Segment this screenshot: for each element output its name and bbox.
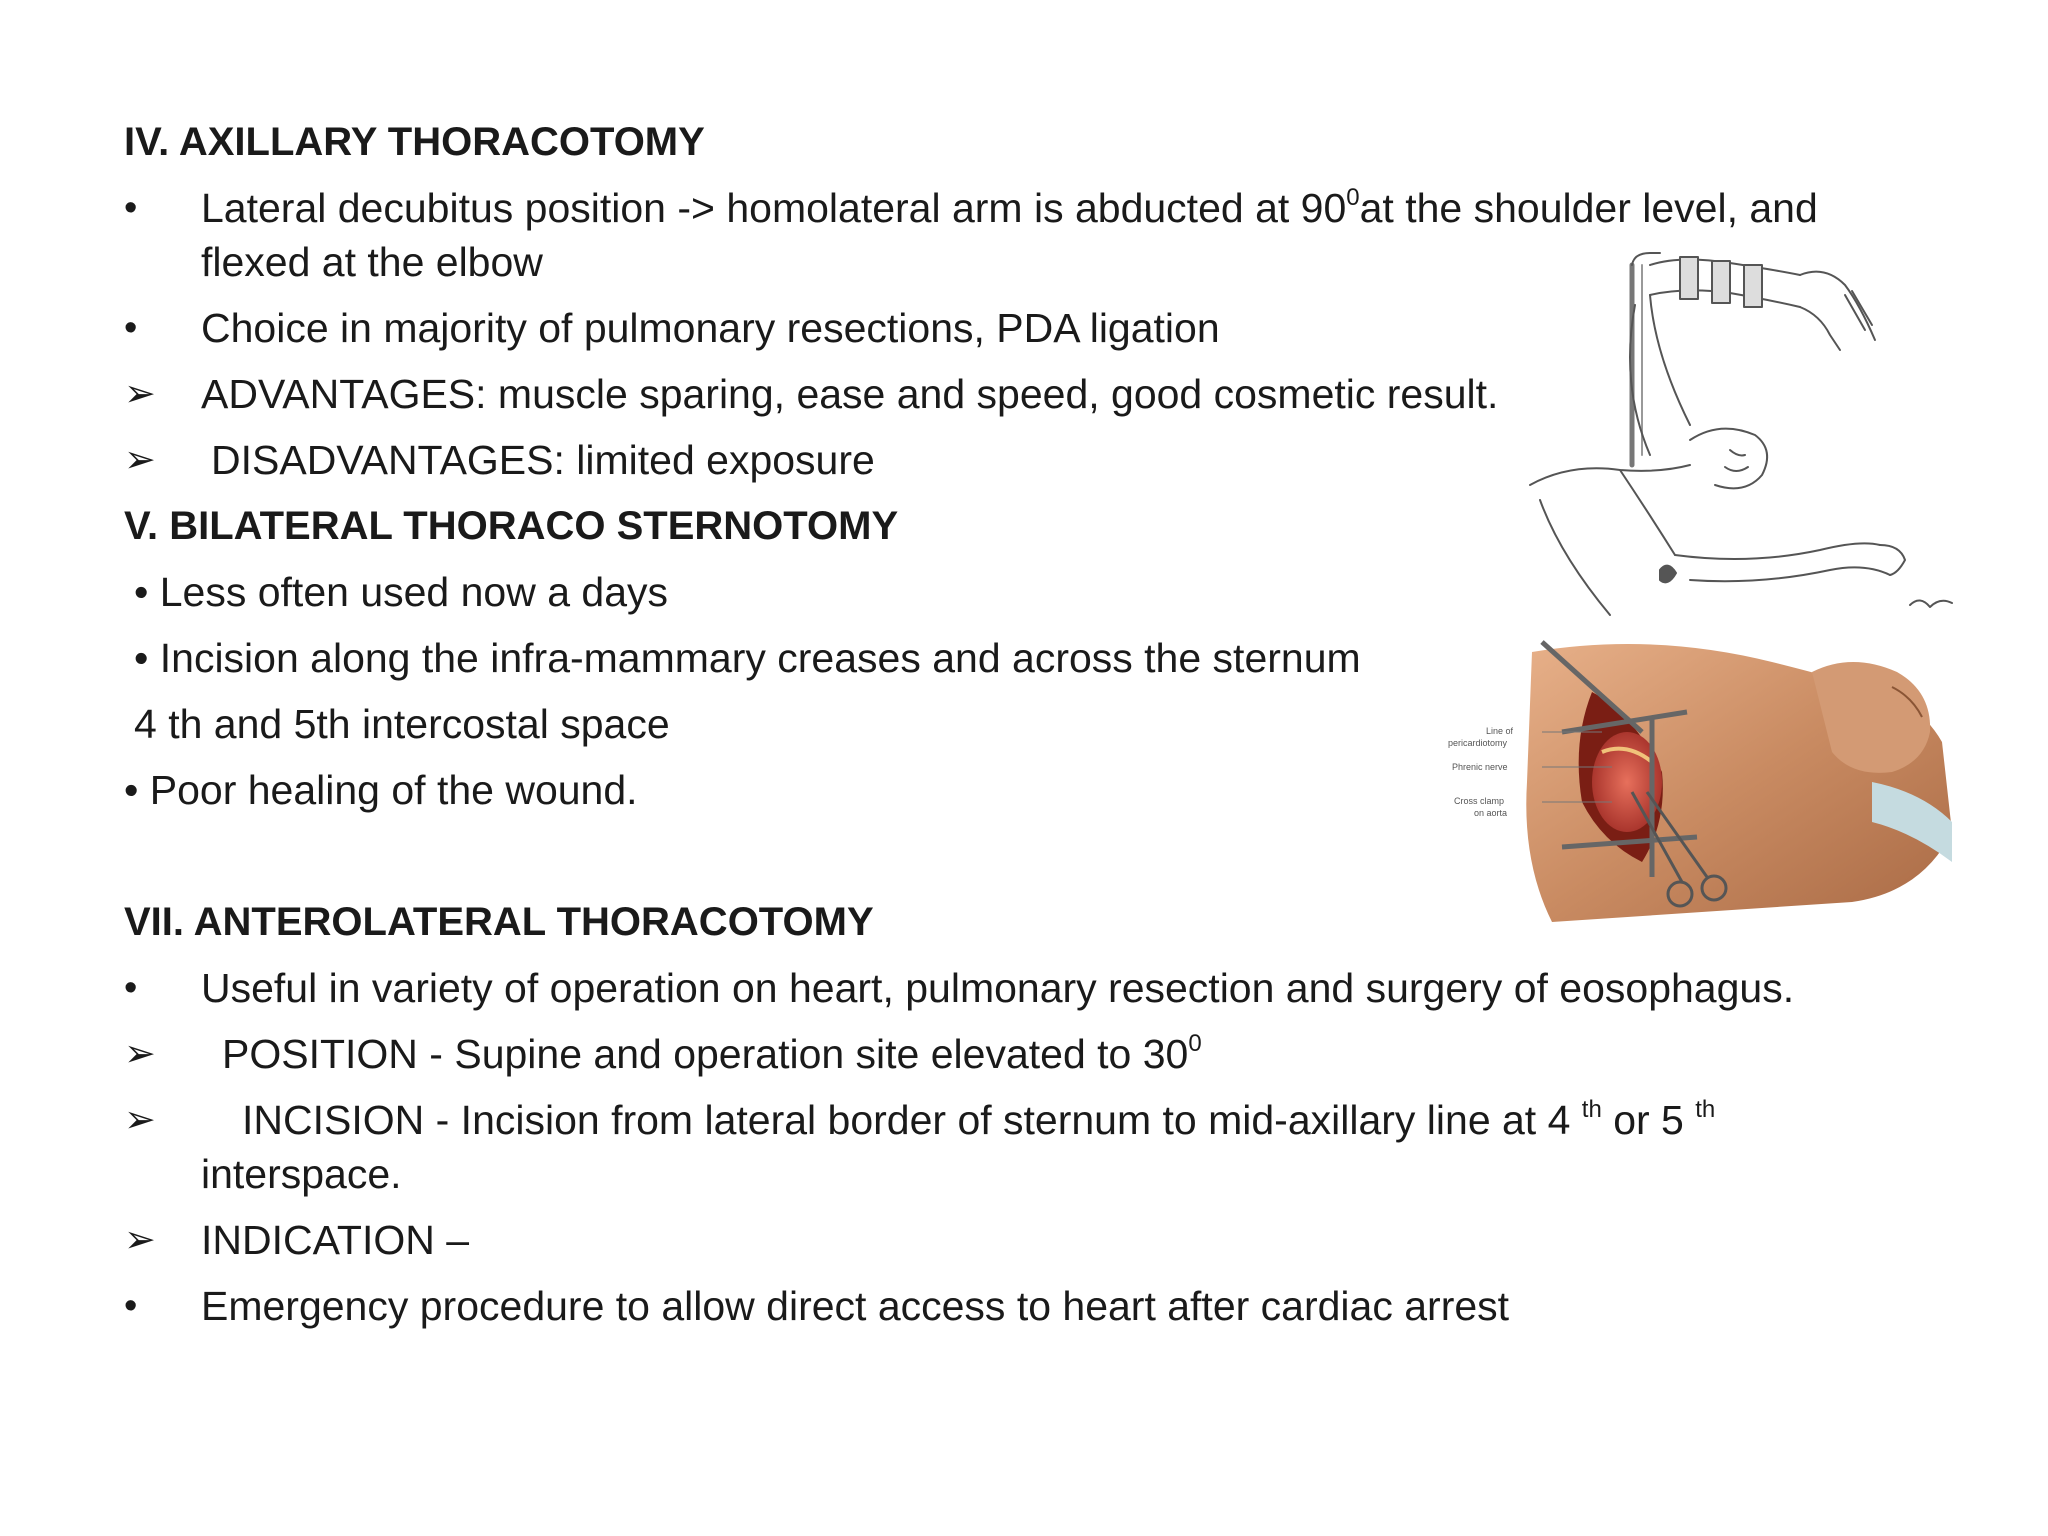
bullet-marker: •	[124, 967, 138, 1009]
superscript: 0	[1346, 184, 1360, 212]
list-item-text	[222, 1028, 1202, 1080]
figure-label: pericardiotomy	[1448, 738, 1508, 748]
list-item: • Incision along the infra-mammary creases and across the sternum	[134, 635, 1361, 681]
list-item-text-part: POSITION - Supine and operation site elevated to 30	[222, 1031, 1189, 1077]
list-item: • Less often used now a days	[134, 569, 669, 615]
arrow-bullet-icon: ➢	[124, 1219, 156, 1261]
arrow-bullet-icon: ➢	[124, 373, 156, 415]
arrow-bullet-icon: ➢	[124, 1099, 156, 1141]
figure-label: Phrenic nerve	[1452, 762, 1508, 772]
bullet-marker: •	[124, 1285, 138, 1327]
section-heading-axillary-thoracotomy: IV. AXILLARY THORACOTOMY	[124, 120, 705, 164]
arrow-bullet-icon: ➢	[124, 1033, 156, 1075]
anterolateral-thoracotomy-illustration	[1452, 632, 1952, 922]
section-heading-anterolateral-thoracotomy: VII. ANTEROLATERAL THORACOTOMY	[124, 900, 874, 944]
superscript: 0	[1188, 1030, 1202, 1058]
list-item-text-part: Lateral decubitus position -> homolateral arm is abducted at 90	[201, 185, 1347, 231]
bullet-marker: •	[124, 307, 138, 349]
superscript: th	[1581, 1096, 1602, 1124]
list-item: • Poor healing of the wound.	[124, 767, 638, 813]
list-item-text: interspace.	[201, 1151, 402, 1197]
list-item-text: Emergency procedure to allow direct access to heart after cardiac arrest	[201, 1283, 1510, 1329]
list-item-text-part: or 5	[1601, 1097, 1696, 1143]
arrow-bullet-icon: ➢	[124, 439, 156, 481]
list-item-text: flexed at the elbow	[201, 239, 543, 285]
list-item-text-part: INCISION - Incision from lateral border of sternum to mid-axillary line at 4	[242, 1097, 1582, 1143]
list-item-text: Choice in majority of pulmonary resections, PDA ligation	[201, 305, 1220, 351]
figure-label: on aorta	[1474, 808, 1508, 818]
list-item-text: ADVANTAGES: muscle sparing, ease and speed, good cosmetic result.	[201, 371, 1499, 417]
axillary-position-illustration	[1500, 235, 1960, 620]
figure-label: Cross clamp	[1454, 796, 1505, 806]
list-item-text	[242, 1094, 1715, 1146]
list-item-text: Useful in variety of operation on heart, pulmonary resection and surgery of eosophagus.	[201, 965, 1795, 1011]
list-item-text: INDICATION –	[201, 1217, 470, 1263]
list-item-text-part: at the shoulder level, and	[1359, 185, 1818, 231]
list-item-text: DISADVANTAGES: limited exposure	[211, 437, 875, 483]
figure-label: Line of	[1486, 726, 1514, 736]
list-item: 4 th and 5th intercostal space	[134, 701, 670, 747]
superscript: th	[1695, 1096, 1716, 1124]
section-heading-bilateral-thoraco-sternotomy: V. BILATERAL THORACO STERNOTOMY	[124, 504, 899, 548]
list-item-text	[201, 182, 1818, 234]
bullet-marker: •	[124, 187, 138, 229]
